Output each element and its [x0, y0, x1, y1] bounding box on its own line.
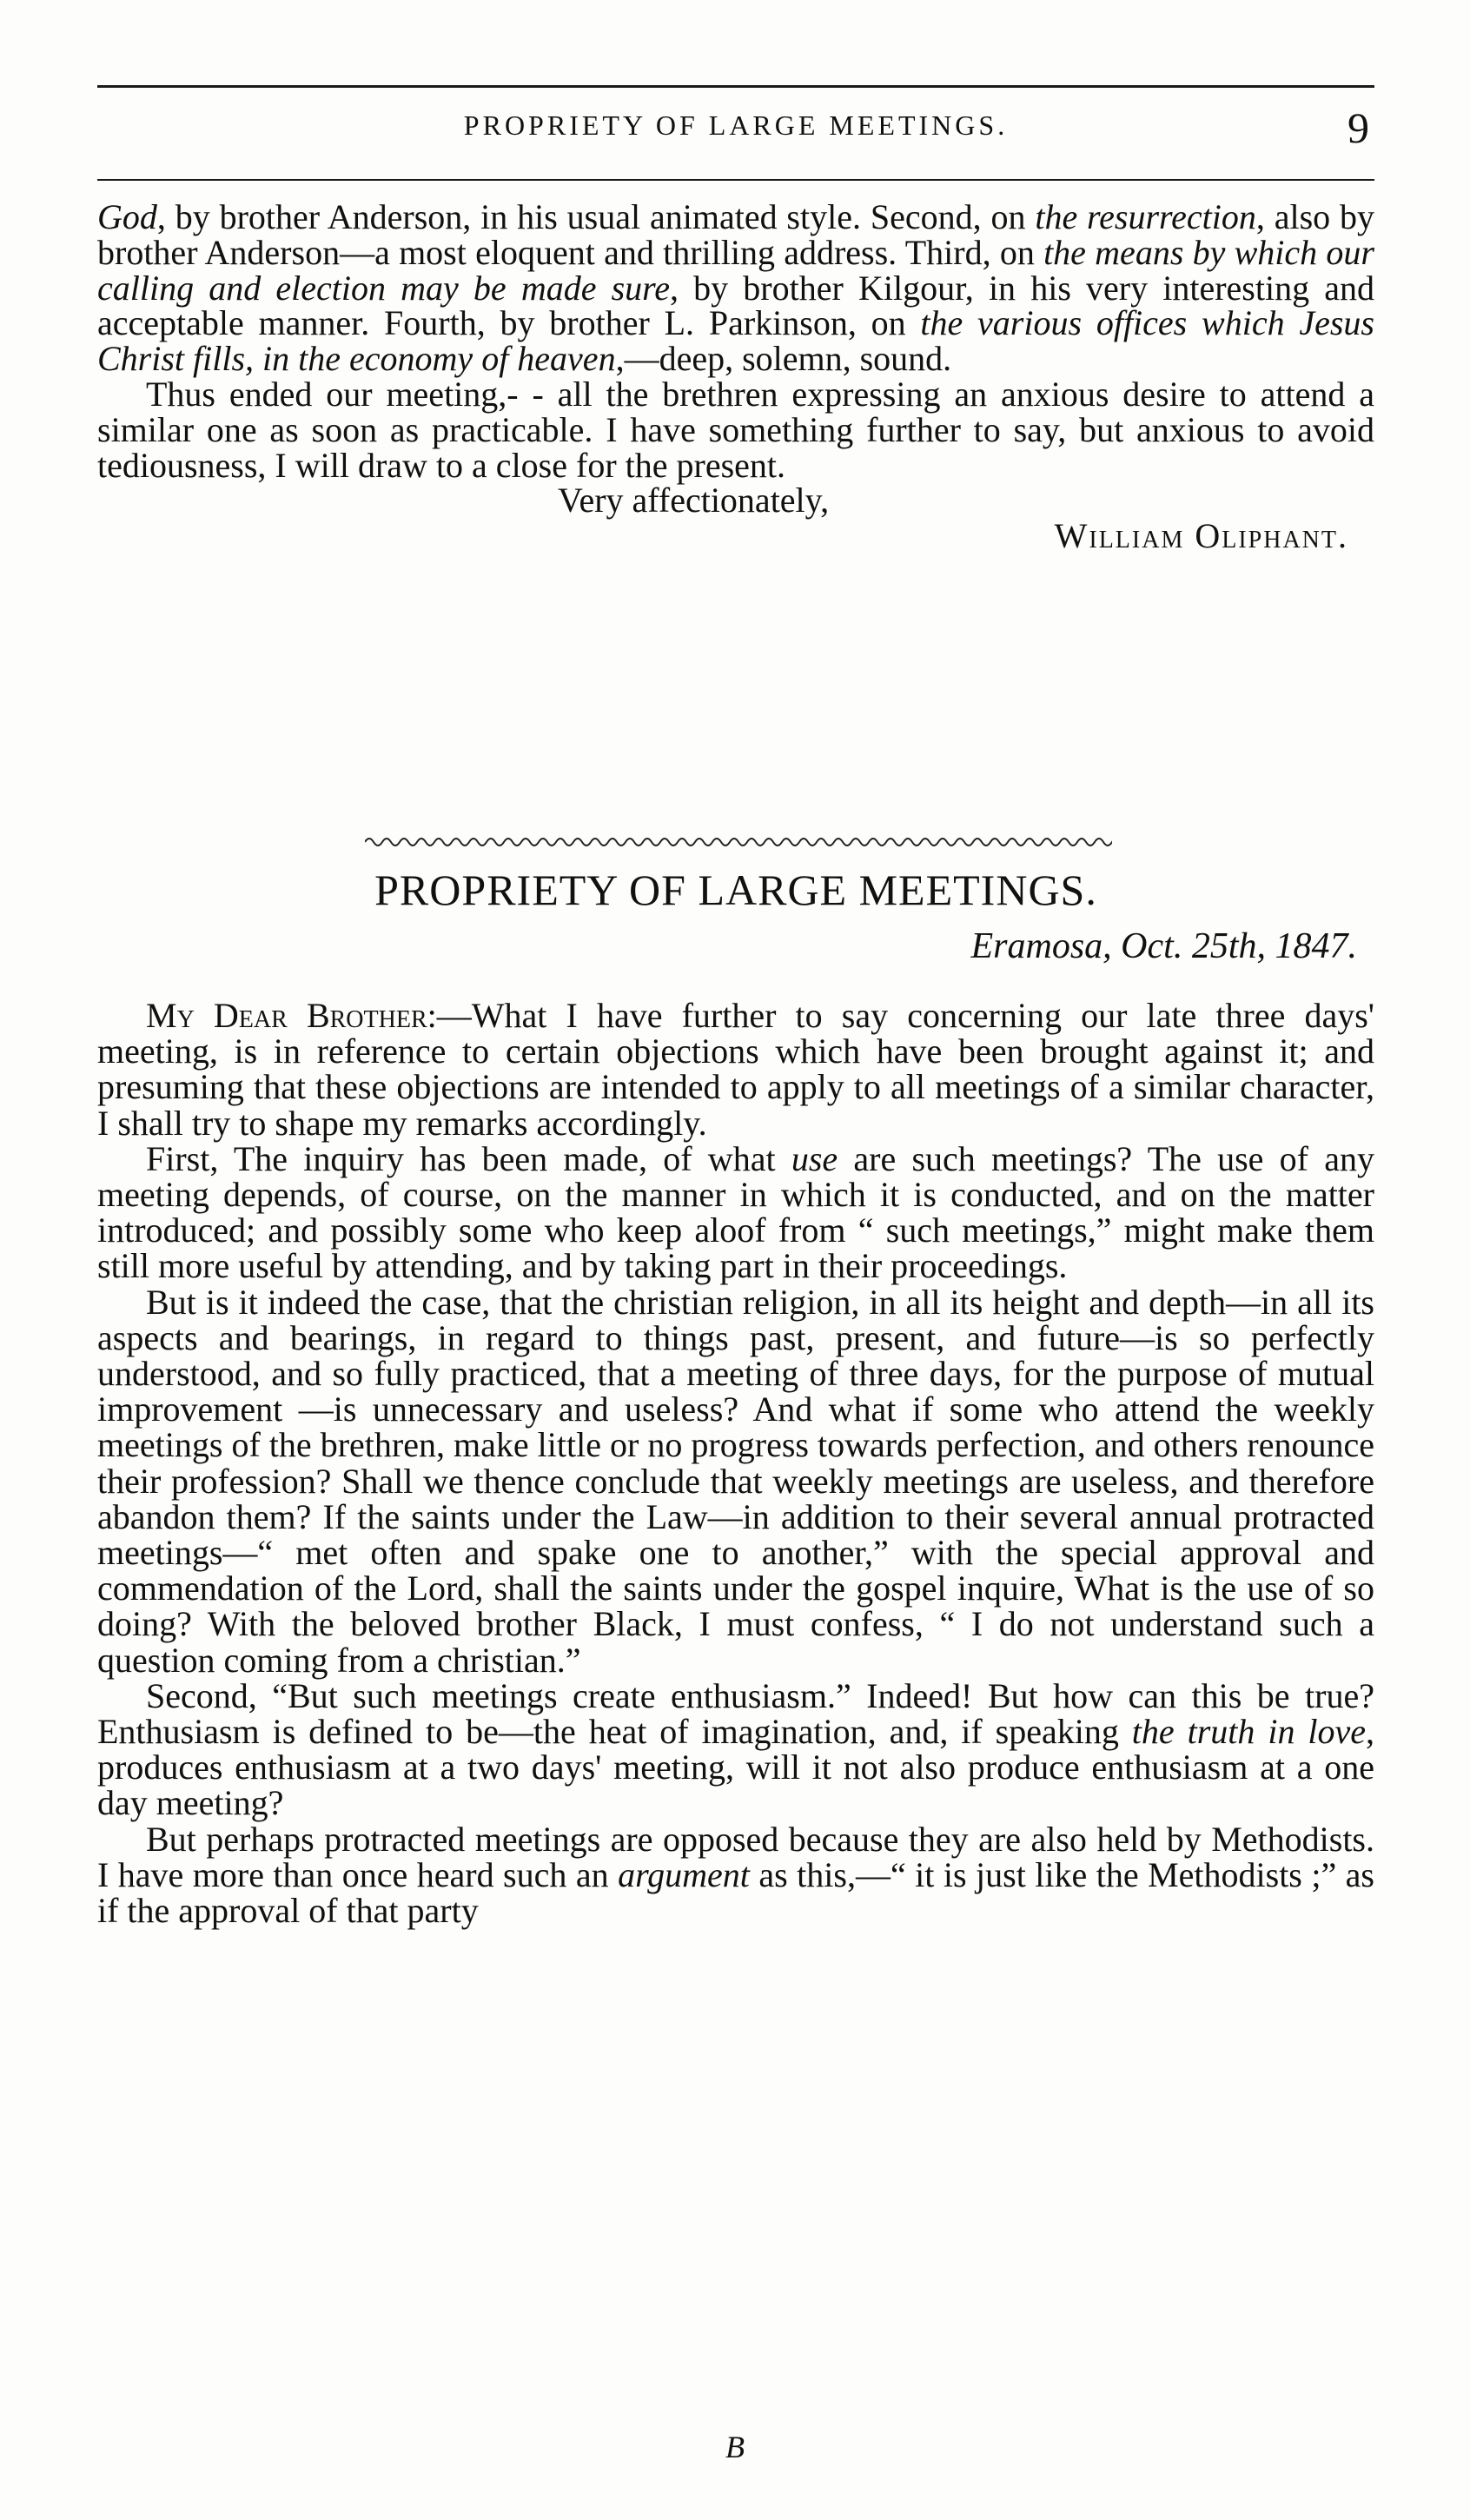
article-paragraph-1 [97, 998, 1374, 1141]
previous-letter-paragraph-2: Thus ended our meeting,- - all the brethren expressing an anxious desire to attend a similar one as soon as practicable. I have something further to say, but anxious to avoid tediousness, I will draw to a close for the present. [97, 374, 1374, 485]
running-head [97, 103, 1374, 163]
text-run: as this,—“ it is just like the Methodists ;” as if the approval of that party [97, 1854, 1374, 1931]
letter-closing: Very affectionately, [558, 481, 830, 521]
italic-topic-offices: the various offices which Jesus Christ fills, in the economy of heaven [97, 303, 1374, 379]
running-title: PROPRIETY OF LARGE MEETINGS. [463, 109, 1009, 141]
letter-signature: William Oliphant. [1054, 516, 1348, 556]
text-run: , produces enthusiasm at a two days' meeting, will it not also produce enthusiasm at a one day meeting? [97, 1712, 1375, 1823]
italic-word-use: use [791, 1138, 838, 1178]
header-rule-top [97, 85, 1374, 88]
italic-topic-election: the means by which our calling and election may be made sure [97, 232, 1374, 308]
text-run: ,—deep, solemn, sound. [615, 339, 952, 379]
article-dateline [97, 925, 1374, 967]
article-paragraph-4 [97, 1675, 1375, 1823]
article-title: PROPRIETY OF LARGE MEETINGS. [374, 865, 1097, 914]
salutation: My Dear Brother [146, 996, 427, 1035]
wavy-divider-ornament [365, 832, 1112, 852]
page-number: 9 [1348, 103, 1369, 152]
text-run: Second, “But such meetings create enthusiasm.” Indeed! But how can this be true? Enthusiasm is defined to be—the heat of imagination, and, if speaking [97, 1675, 1374, 1752]
text-run: , by brother Kilgour, in his very interesting and acceptable manner. Fourth, by brother L. Parkinson, on [97, 268, 1374, 343]
text-run: First, The inquiry has been made, of what [146, 1138, 791, 1178]
text-run: But perhaps protracted meetings are opposed because they are also held by Methodists. I have more than once heard such an [97, 1819, 1374, 1894]
italic-word-argument: argument [618, 1854, 750, 1894]
printer-signature-mark: B [725, 2430, 745, 2464]
text-run: , also by brother Anderson—a most eloquent and thrilling address. Third, on [97, 197, 1374, 272]
italic-topic-god: God [97, 197, 157, 236]
text-run: are such meetings? The use of any meeting depends, of course, on the manner in which it is conducted, and on the matter introduced; and possibly some who keep aloof from “ such meetings,” might make them still more useful by attending, and by taking part in their proceedings. [97, 1138, 1374, 1286]
italic-phrase-truth-in-love: the truth in love [1131, 1712, 1367, 1752]
text-run: :—What I have further to say concerning our late three days' meeting, is in reference to certain objections which have been brought against it; and presuming that these objections are intended to apply to all meetings of a similar character, I shall try to shape my remarks accordingly. [97, 996, 1374, 1143]
article-paragraph-5 [97, 1821, 1374, 1929]
header-rule-bottom [97, 179, 1374, 181]
previous-letter-paragraph-1 [97, 197, 1374, 379]
article-paragraph-3: But is it indeed the case, that the christian religion, in all its height and depth—in all its aspects and bearings, in regard to things past, present, and future—is so perfectly understood, and so fully practiced, that a meeting of three days, for the purpose of mutual improvement —is unnecessary and useless? And what if some who attend the weekly meetings of the brethren, make little or no progress towards perfection, and others renounce their profession? Shall we thence conclude that weekly meetings are useless, and therefore abandon them? If the saints under the Law—in addition to their several annual protracted meetings—“ met often and spake one to another,” with the special approval and commendation of the Lord, shall the saints under the gospel inquire, What is the use of so doing? With the beloved brother Black, I must confess, “ I do not understand such a question coming from a christian.” [97, 1282, 1374, 1680]
dateline-text: Eramosa, Oct. 25th, 1847. [970, 926, 1357, 966]
text-run: , by brother Anderson, in his usual animated style. Second, on [156, 197, 1036, 236]
article-body [97, 996, 1375, 1931]
italic-topic-resurrection: the resurrection [1035, 197, 1256, 236]
article-paragraph-2 [97, 1138, 1374, 1286]
previous-letter-ending [97, 197, 1374, 556]
